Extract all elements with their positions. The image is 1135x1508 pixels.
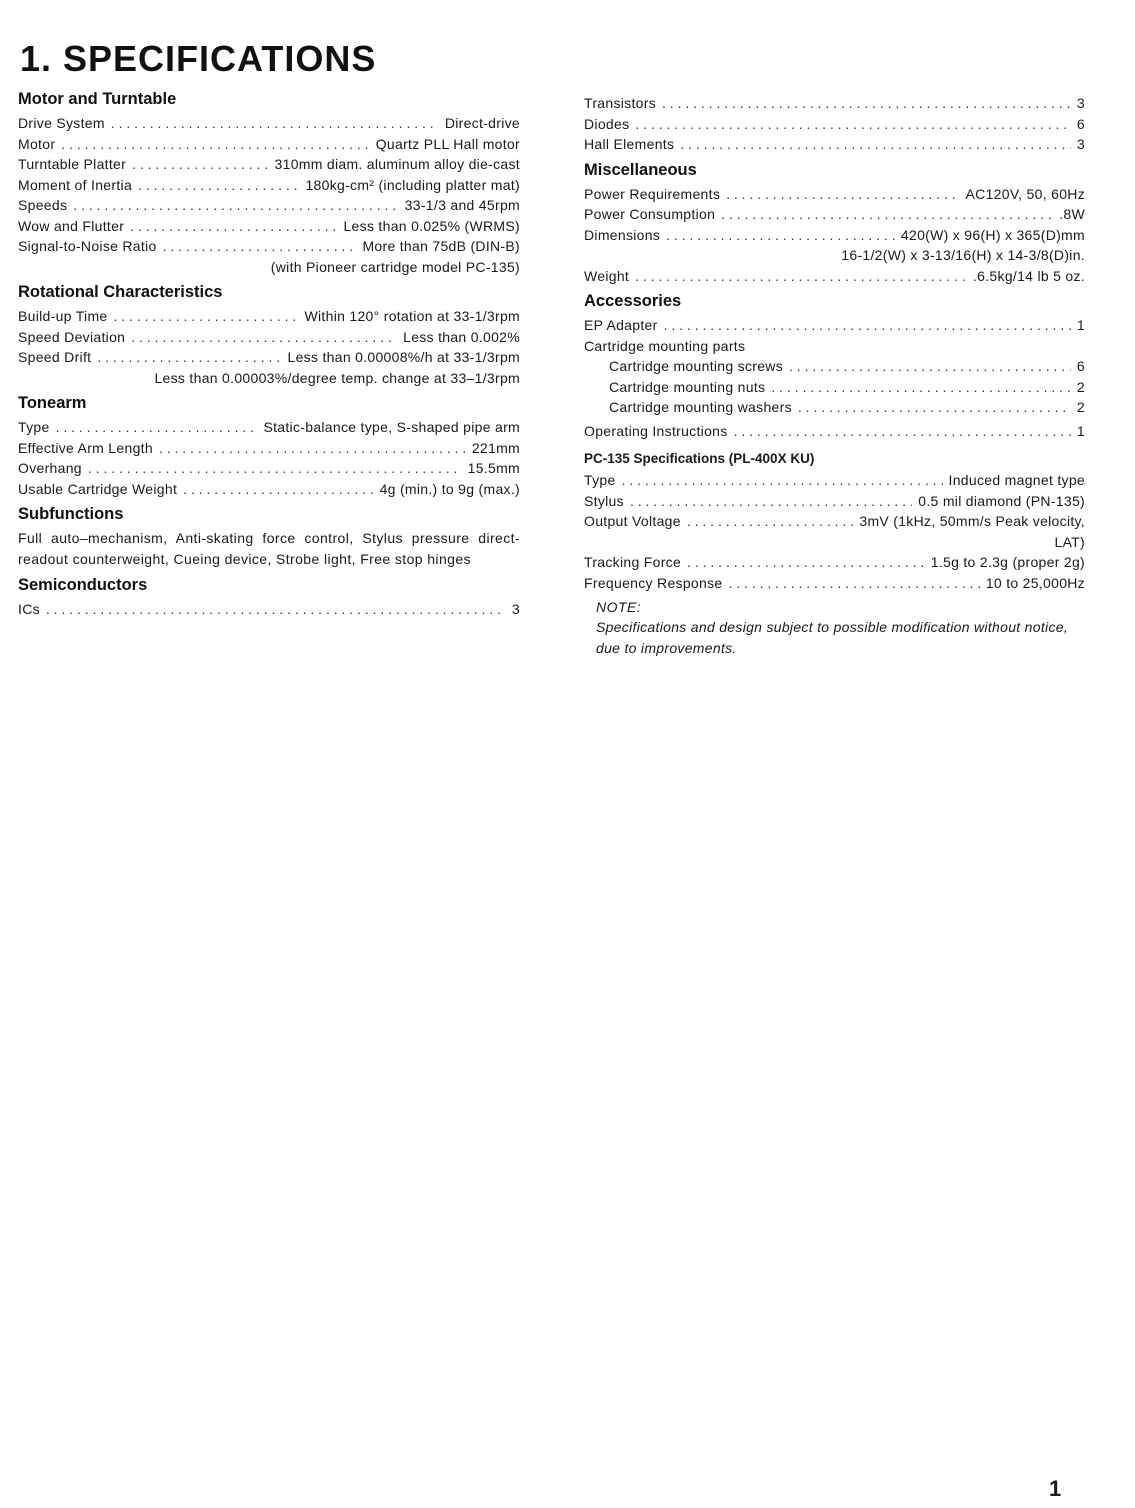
spec-row-ep-adapter	[584, 315, 1085, 336]
leader-dots	[721, 204, 1053, 225]
spec-value: 420(W) x 96(H) x 365(D)mm	[900, 226, 1085, 243]
spec-value: Less than 0.025% (WRMS)	[343, 217, 520, 234]
section-pc135	[584, 451, 1085, 593]
spec-value: 3	[1076, 95, 1085, 111]
spec-value: .6.5kg/14 lb 5 oz.	[972, 267, 1085, 284]
spec-value: 15.5mm	[467, 460, 520, 476]
spec-value: Direct-drive	[444, 115, 520, 131]
spec-label: Usable Cartridge Weight	[18, 480, 178, 497]
spec-row-ics	[18, 599, 520, 620]
section-heading: Motor and Turntable	[18, 90, 177, 108]
spec-row-speed-drift	[18, 347, 520, 368]
right-column	[584, 93, 1085, 659]
leader-dots	[687, 552, 925, 573]
leader-dots	[138, 175, 299, 196]
leader-dots	[662, 93, 1071, 114]
leader-dots	[728, 573, 979, 594]
spec-value: 6	[1076, 358, 1085, 374]
spec-row-mounting-screws	[584, 356, 1085, 377]
spec-row-speed-deviation	[18, 327, 520, 348]
spec-label: Build-up Time	[18, 308, 108, 324]
section-motor-turntable	[18, 90, 520, 277]
spec-label: Weight	[584, 267, 630, 284]
leader-dots	[163, 236, 357, 257]
spec-row-inertia	[18, 175, 520, 196]
spec-value: Quartz PLL Hall motor	[375, 135, 520, 152]
spec-row-mounting-nuts	[584, 377, 1085, 398]
spec-value: 6	[1076, 115, 1085, 132]
leader-dots	[61, 134, 369, 155]
section-accessories	[584, 292, 1085, 441]
section-semiconductors	[18, 576, 520, 620]
spec-label: ICs	[18, 601, 40, 617]
spec-row-snr	[18, 236, 520, 257]
spec-row-dimensions	[584, 225, 1085, 246]
leader-dots	[183, 479, 373, 500]
leader-dots	[726, 184, 959, 205]
spec-label: Tracking Force	[584, 554, 682, 570]
leader-dots	[622, 470, 943, 491]
note-block	[584, 599, 1085, 659]
leader-dots	[97, 347, 281, 368]
spec-row-speeds	[18, 195, 520, 216]
note-text: Specifications and design subject to possible modification without notice, due to improvements.	[596, 619, 1069, 656]
spec-row-hall-elements	[584, 134, 1085, 155]
spec-value: 2	[1076, 378, 1085, 395]
spec-value: 310mm diam. aluminum alloy die-cast	[274, 156, 520, 172]
spec-label: Speed Drift	[18, 349, 92, 365]
spec-value: 3	[1076, 136, 1085, 152]
section-heading: Subfunctions	[18, 505, 124, 523]
spec-label: Hall Elements	[584, 136, 675, 152]
spec-row-type	[18, 417, 520, 438]
spec-label: Dimensions	[584, 226, 661, 243]
spec-value: 1.5g to 2.3g (proper 2g)	[930, 554, 1085, 570]
spec-row-platter	[18, 154, 520, 175]
leader-dots	[771, 377, 1071, 398]
mounting-parts-label: Cartridge mounting parts	[584, 337, 746, 354]
leader-dots	[56, 417, 258, 438]
leader-dots	[130, 216, 337, 237]
leader-dots	[131, 327, 397, 348]
leader-dots	[111, 113, 439, 134]
spec-row-diodes	[584, 114, 1085, 135]
spec-row-transistors	[584, 93, 1085, 114]
spec-value: 0.5 mil diamond (PN-135)	[918, 492, 1085, 509]
spec-label: Frequency Response	[584, 574, 723, 591]
spec-value: Less than 0.002%	[403, 328, 520, 345]
section-heading: PC-135 Specifications (PL-400X KU)	[584, 451, 815, 466]
spec-row-frequency-response	[584, 573, 1085, 594]
spec-continuation: LAT)	[1054, 533, 1085, 550]
spec-label: Turntable Platter	[18, 156, 127, 172]
spec-row-mounting-washers	[584, 397, 1085, 418]
spec-label: Type	[18, 419, 50, 435]
leader-dots	[73, 195, 398, 216]
spec-value: 3	[511, 601, 520, 617]
spec-row-power-consumption	[584, 204, 1085, 225]
section-heading: Miscellaneous	[584, 160, 697, 179]
spec-value: 1	[1076, 317, 1085, 333]
subfunctions-text: Full auto–mechanism, Anti-skating force control, Stylus pressure direct-readout counterweight, Cueing device, Strobe light, Free stop hinges	[18, 530, 520, 567]
spec-row-stylus	[584, 491, 1085, 512]
section-heading: Rotational Characteristics	[18, 283, 223, 301]
spec-label: Effective Arm Length	[18, 439, 153, 456]
spec-continuation: Less than 0.00003%/degree temp. change at 33–1/3rpm	[154, 369, 520, 386]
spec-value: 4g (min.) to 9g (max.)	[379, 480, 520, 497]
leader-dots	[114, 306, 299, 327]
spec-label: Speeds	[18, 197, 68, 213]
section-semiconductors-continued	[584, 93, 1085, 155]
spec-label: Cartridge mounting nuts	[609, 378, 766, 395]
spec-continuation: (with Pioneer cartridge model PC-135)	[270, 258, 520, 275]
page-title: 1. SPECIFICATIONS	[20, 38, 377, 79]
spec-value: 33-1/3 and 45rpm	[404, 197, 520, 213]
spec-value: 180kg-cm² (including platter mat)	[305, 176, 520, 193]
spec-label: Operating Instructions	[584, 422, 728, 439]
leader-dots	[132, 154, 268, 175]
leader-dots	[46, 599, 506, 620]
section-rotational	[18, 283, 520, 388]
spec-value: 221mm	[471, 439, 520, 456]
spec-value: 10 to 25,000Hz	[985, 574, 1085, 591]
section-miscellaneous	[584, 161, 1085, 287]
spec-label: Stylus	[584, 492, 624, 509]
spec-label: Type	[584, 472, 616, 488]
spec-row-cartridge-type	[584, 470, 1085, 491]
leader-dots	[789, 356, 1071, 377]
spec-label: Cartridge mounting washers	[609, 399, 792, 415]
leader-dots	[635, 266, 967, 287]
section-tonearm	[18, 394, 520, 499]
spec-label: Diodes	[584, 115, 630, 132]
spec-value: Static-balance type, S-shaped pipe arm	[263, 419, 520, 435]
spec-row-weight	[584, 266, 1085, 287]
leader-dots	[680, 134, 1071, 155]
spec-value: Within 120° rotation at 33-1/3rpm	[304, 308, 520, 324]
spec-label: Power Requirements	[584, 185, 721, 202]
section-heading: Semiconductors	[18, 576, 148, 594]
spec-label: Motor	[18, 135, 56, 152]
spec-row-wow-flutter	[18, 216, 520, 237]
spec-row-drive-system	[18, 113, 520, 134]
spec-row-cartridge-weight	[18, 479, 520, 500]
spec-row-arm-length	[18, 438, 520, 459]
spec-row-output-voltage	[584, 511, 1085, 532]
spec-row-power-requirements	[584, 184, 1085, 205]
spec-label: Speed Deviation	[18, 328, 126, 345]
spec-label: Overhang	[18, 460, 82, 476]
leader-dots	[798, 397, 1071, 418]
spec-label: Power Consumption	[584, 206, 716, 222]
spec-label: Wow and Flutter	[18, 217, 125, 234]
spec-value: 2	[1076, 399, 1085, 415]
spec-label: Cartridge mounting screws	[609, 358, 784, 374]
note-title: NOTE:	[596, 599, 642, 615]
page-number: 1	[1049, 1476, 1062, 1501]
leader-dots	[666, 225, 895, 246]
leader-dots	[664, 315, 1071, 336]
spec-label: Drive System	[18, 115, 105, 131]
spec-value: .8W	[1059, 206, 1085, 222]
spec-label: Output Voltage	[584, 513, 681, 529]
section-heading: Tonearm	[18, 394, 87, 412]
leader-dots	[159, 438, 466, 459]
leader-dots	[687, 511, 854, 532]
leader-dots	[635, 114, 1071, 135]
spec-value: 1	[1076, 422, 1085, 439]
spec-value: More than 75dB (DIN-B)	[362, 238, 520, 254]
section-heading: Accessories	[584, 292, 682, 310]
spec-row-operating-instructions	[584, 421, 1085, 442]
spec-value: AC120V, 50, 60Hz	[965, 185, 1085, 202]
leader-dots	[630, 491, 912, 512]
spec-row-tracking-force	[584, 552, 1085, 573]
left-column	[18, 90, 520, 620]
spec-label: Moment of Inertia	[18, 176, 133, 193]
leader-dots	[88, 458, 462, 479]
spec-value: Induced magnet type	[948, 472, 1085, 488]
spec-row-build-up	[18, 306, 520, 327]
spec-value: Less than 0.00008%/h at 33-1/3rpm	[287, 349, 520, 365]
spec-continuation: 16-1/2(W) x 3-13/16(H) x 14-3/8(D)in.	[841, 247, 1085, 263]
spec-label: Transistors	[584, 95, 657, 111]
spec-row-overhang	[18, 458, 520, 479]
section-subfunctions	[18, 505, 520, 570]
spec-label: EP Adapter	[584, 317, 658, 333]
spec-label: Signal-to-Noise Ratio	[18, 238, 157, 254]
spec-row-motor	[18, 134, 520, 155]
leader-dots	[734, 421, 1071, 442]
spec-value: 3mV (1kHz, 50mm/s Peak velocity,	[859, 513, 1085, 529]
